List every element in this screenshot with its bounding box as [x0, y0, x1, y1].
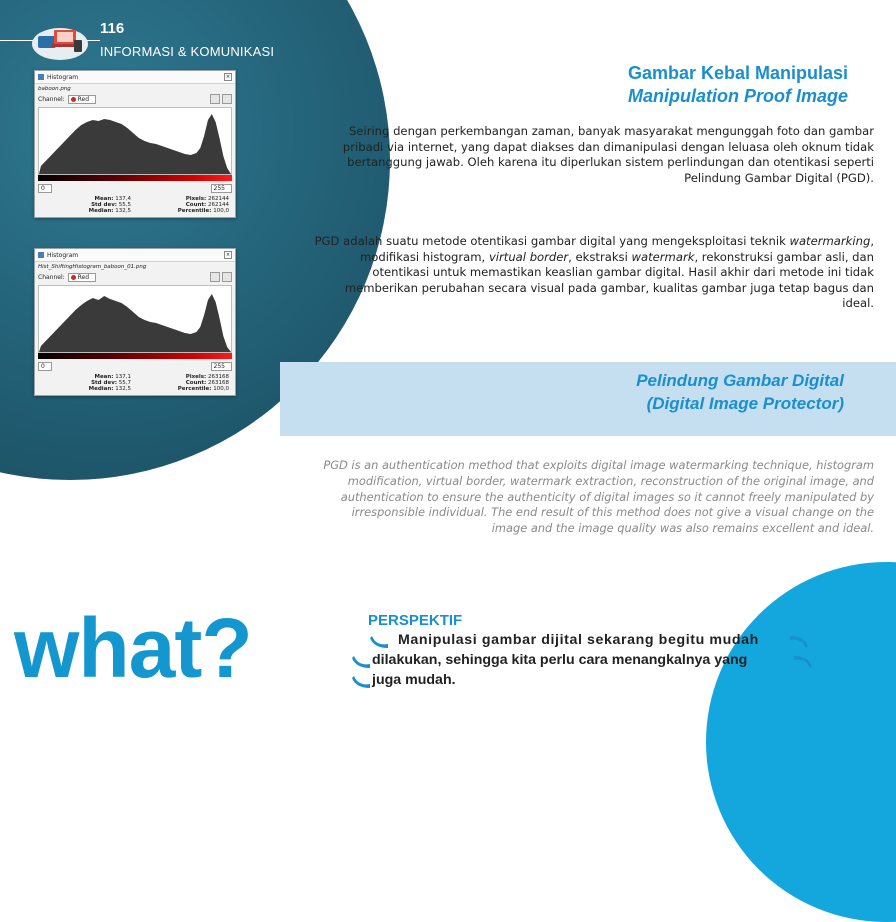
- range-max-input[interactable]: 255: [211, 362, 232, 371]
- histogram-window-title: Histogram: [47, 73, 79, 81]
- stat-value: 263168: [208, 374, 229, 380]
- stat-value: 55,7: [118, 380, 131, 386]
- histogram-plot: [38, 107, 232, 175]
- text-run-italic: virtual border: [488, 249, 569, 264]
- text-run: , modifikasi histogram,: [359, 234, 874, 264]
- stat-label: Percentile:: [177, 208, 212, 214]
- quote-open-icon: [352, 674, 372, 688]
- quote-close-icon: [792, 656, 812, 670]
- stat-value: 55,5: [118, 202, 131, 208]
- channel-select[interactable]: [68, 95, 96, 104]
- perspektif-line-1: Manipulasi gambar dijital sekarang begitu mudah: [398, 632, 759, 648]
- histogram-window-original: [34, 70, 236, 218]
- channel-value: Red: [77, 95, 90, 103]
- stat-value: 100,0: [213, 386, 229, 392]
- histogram-icon: [38, 74, 44, 80]
- devices-icon: [30, 22, 90, 62]
- pgd-title-id: Pelindung Gambar Digital: [636, 371, 844, 390]
- histogram-icon: [38, 252, 44, 258]
- text-run: , ekstraksi: [568, 249, 632, 264]
- text-run-italic: watermarking: [789, 234, 871, 248]
- stat-value: 100,0: [213, 208, 229, 214]
- histogram-filename: Hist_ShiftingHistogram_baboon_01.png: [38, 264, 147, 270]
- paragraph-intro: Seiring dengan perkembangan zaman, banyak masyarakat mengunggah foto dan gambar pribadi via internet, yang dapat diakses dan dimanipulasi dengan leluasa oleh oknum tidak bertanggung jawab. Oleh karena itu diperlukan sistem perlindungan dan otentikasi seperti Pelindung Gambar Digital (PGD).: [342, 124, 874, 185]
- pgd-title-en: (Digital Image Protector): [646, 394, 844, 413]
- quote-open-icon: [352, 654, 372, 668]
- stat-label: Count:: [185, 202, 207, 208]
- stat-label: Std dev:: [91, 202, 117, 208]
- channel-label: Channel:: [38, 95, 65, 103]
- stat-value: 132,5: [115, 386, 131, 392]
- perspektif-line-2: dilakukan, sehingga kita perlu cara menangkalnya yang: [372, 652, 748, 668]
- histogram-window-title: Histogram: [47, 251, 79, 259]
- stat-value: 137,1: [115, 374, 131, 380]
- stat-label: Pixels:: [185, 374, 207, 380]
- channel-label: Channel:: [38, 273, 65, 281]
- log-scale-button[interactable]: [222, 94, 232, 104]
- channel-row: [35, 270, 235, 284]
- histogram-window-watermarked: [34, 248, 236, 396]
- text-run: , rekonstruksi gambar asli, dan otentikasi untuk memastikan keaslian gambar digital. Hasil akhir dari metode ini tidak memberikan perubahan secara visual pada gambar, kualitas gambar juga tetap bagus dan ideal.: [344, 249, 874, 310]
- histogram-titlebar: [35, 71, 235, 84]
- close-icon[interactable]: ×: [225, 252, 231, 258]
- histogram-plot: [38, 285, 232, 353]
- stat-value: 262144: [208, 196, 229, 202]
- channel-select[interactable]: [68, 273, 96, 282]
- quote-close-icon: [788, 636, 808, 650]
- histogram-filename: baboon.png: [38, 86, 71, 92]
- text-run: PGD adalah suatu metode otentikasi gambar digital yang mengeksploitasi teknik: [314, 234, 790, 248]
- paragraph-pgd: [314, 234, 874, 312]
- page-number: 116: [100, 20, 125, 37]
- paragraph-english: PGD is an authentication method that exploits digital image watermarking technique, histogram modification, virtual border, watermark extraction, reconstruction of the original image, and authentication to ensure the authenticity of digital images so it cannot freely manipulated by irresponsible individual. The end result of this method does not give a visual change on the image and the image quality was also remains excellent and ideal.: [323, 458, 874, 536]
- histogram-stats: [35, 196, 235, 217]
- section-name: INFORMASI & KOMUNIKASI: [100, 44, 275, 59]
- histogram-graph: [39, 286, 231, 352]
- range-min-input[interactable]: 0: [38, 184, 52, 193]
- stat-label: Median:: [88, 208, 114, 214]
- stat-label: Pixels:: [185, 196, 207, 202]
- range-max-input[interactable]: 255: [211, 184, 232, 193]
- channel-row: [35, 92, 235, 106]
- article-title-id: Gambar Kebal Manipulasi: [627, 63, 848, 83]
- stat-label: Std dev:: [91, 380, 117, 386]
- stat-label: Percentile:: [177, 386, 212, 392]
- histogram-range: [35, 181, 235, 196]
- stat-label: Mean:: [94, 196, 114, 202]
- text-run-italic: watermark: [631, 249, 695, 264]
- stat-value: 132,5: [115, 208, 131, 214]
- linear-scale-button[interactable]: [210, 272, 220, 282]
- histogram-graph: [39, 108, 231, 174]
- linear-scale-button[interactable]: [210, 94, 220, 104]
- stat-value: 262144: [208, 202, 229, 208]
- histogram-stats: [35, 374, 235, 395]
- histogram-titlebar: [35, 249, 235, 262]
- red-channel-icon: [71, 275, 76, 280]
- stat-label: Median:: [88, 386, 114, 392]
- quote-open-icon: [370, 634, 390, 648]
- perspektif-title: PERSPEKTIF: [368, 612, 463, 629]
- stat-value: 263168: [208, 380, 229, 386]
- channel-value: Red: [77, 273, 90, 281]
- perspektif-line-3: juga mudah.: [372, 672, 456, 688]
- red-channel-icon: [71, 97, 76, 102]
- close-icon[interactable]: ×: [225, 74, 231, 80]
- article-title-en: Manipulation Proof Image: [627, 86, 848, 106]
- log-scale-button[interactable]: [222, 272, 232, 282]
- range-min-input[interactable]: 0: [38, 362, 52, 371]
- stat-value: 137,4: [115, 196, 131, 202]
- stat-label: Mean:: [94, 374, 114, 380]
- what-heading: what?: [14, 601, 252, 695]
- stat-label: Count:: [185, 380, 207, 386]
- histogram-range: [35, 359, 235, 374]
- decorative-circle-corner: [706, 562, 896, 922]
